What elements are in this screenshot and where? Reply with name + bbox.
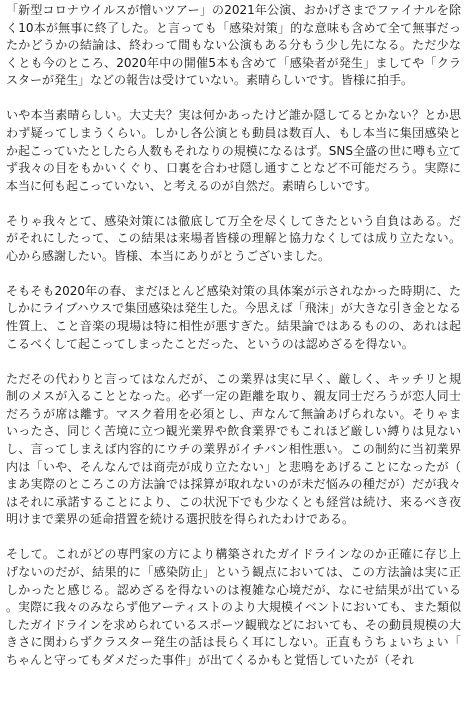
article-paragraph-4: そもそも2020年の春、まだほとんど感染対策の具体案が示されなかった時期に、たしかにライブハウスで集団感染は発生した。今思えば「飛沫」が大きな引き金となる性質上、こと音楽の現場は特に相性が悪すぎた。結果論ではあるものの、あれは起こるべくして起こってしまったことだった、というのは認めざるを得ない。 [6, 283, 461, 351]
article-paragraph-3: そりゃ我々とて、感染対策には徹底して万全を尽くしてきたという自負はある。だがそれにしたって、この結果は来場者皆様の理解と協力なくしては成り立たない。心から感謝したい。皆様、本当にありがとうございました。 [6, 213, 461, 263]
article-paragraph-1: 「新型コロナウイルスが憎いツアー」の2021年公演、おかげさまでファイナルを除く10本が無事に終了した。と言っても「感染対策」的な意味も含めて全て無事だったかどうかの結論は、終わって間もない公演もある分もう少し先になる。ただ少なくとも今のところ、2020年中の開催5本も含めて「感染者が発生」ましてや「クラスターが発生」などの報告は受けていない。素晴らしいです。皆様に拍手。 [6, 3, 461, 88]
article-paragraph-5: ただその代わりと言ってはなんだが、この業界は実に早く、厳しく、キッチリと規制のメスが入ることとなった。必ず一定の距離を取り、親友同士だろうが恋人同士だろうが席は離す。マスク着用を必須とし、声なんて無論あげられない。そりゃまいったさ、同じく苦境に立つ観光業界や飲食業界でもこれほど厳しい縛りは見ないし、言ってしまえば内容的にウチの業界がイチバン相性悪い。この制約に当初業界内は「いや、そんなんでは商売が成り立たない」と悲鳴をあげることになったが（まあ実際のところこの方法論では採算が取れないのが未だ悩みの種だが）だが我々はそれに承諾することにより、この状況下でも少なくとも経営は続け、来るべき夜明けまで業界の延命措置を続ける選択肢を得られたわけである。 [6, 371, 461, 527]
article-paragraph-2: いや本当素晴らしい。大丈夫？実は何かあったけど誰か隠してるとかない？とか思わず疑ってしまうくらい。しかし各公演とも動員は数百人、もし本当に集団感染とか起こっていたとしたら人数もそれなりの規模になるはず。SNS全盛の世に噂も立てず我々の目をもかいくぐり、口裏を合わせ隠し通すことなど不可能だろう。実際に本当に何も起こっていない、と考えるのが自然だ。素晴らしいです。 [6, 108, 462, 193]
article-paragraph-6: そして。これがどの専門家の方により構築されたガイドラインなのか正確に存じ上げないのだが、結果的に「感染防止」という観点においては、この方法論は実に正しかったと感じる。認めざるを得ないのは複雑な心境だが、なにせ結果が出ている。実際に我々のみならず他アーティストのより大規模イベントにおいても、また類似したガイドラインを求められているスポーツ観戦などにおいても、その動員規模の大きさに関わらずクラスター発生の話は長らく耳にしない。正直もうちょいちょい「ちゃんと守ってもダメだった事件」が出てくるかもと覚悟していたが（それ [6, 547, 461, 667]
